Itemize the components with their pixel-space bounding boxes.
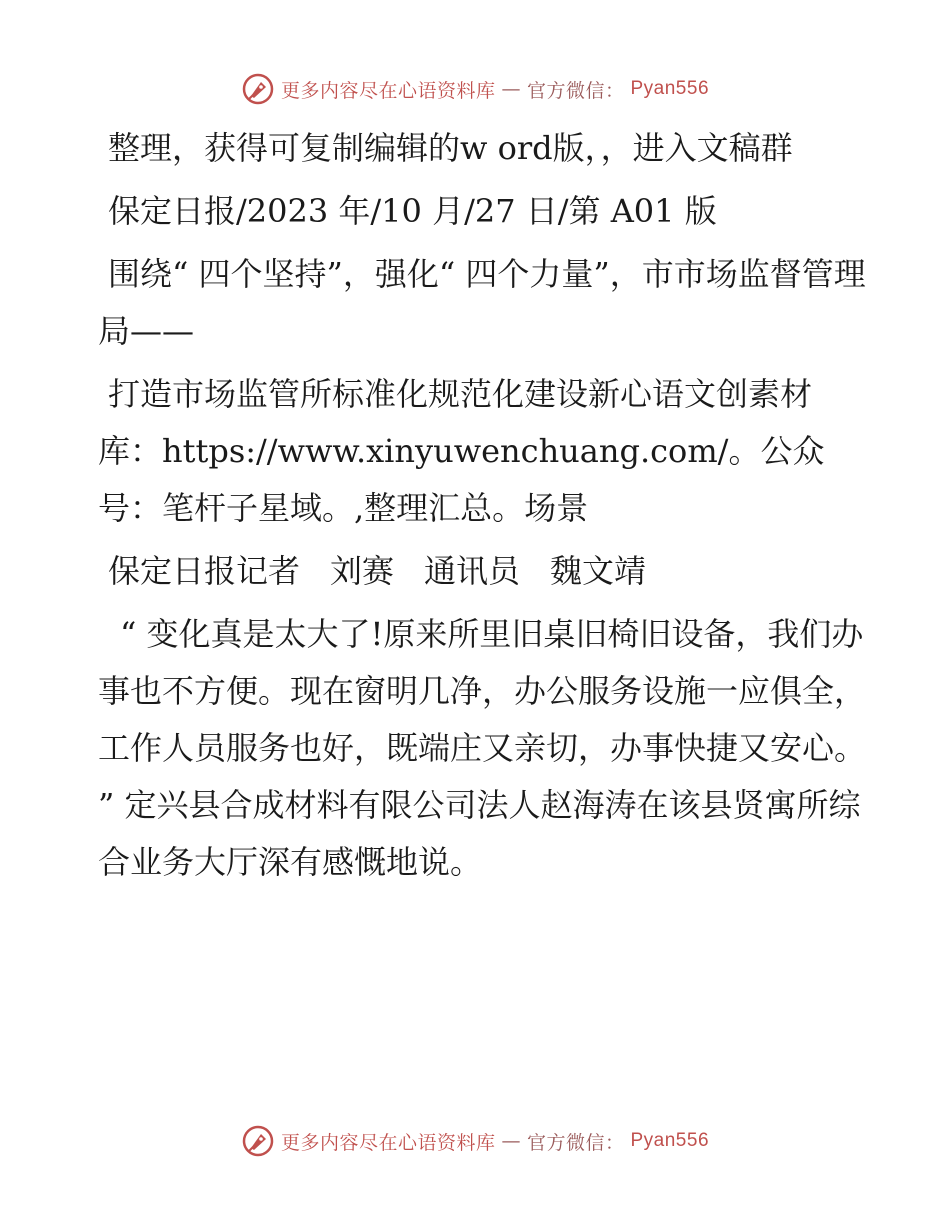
- document-body: [98, 120, 868, 897]
- pen-nib-logo-icon: [241, 1124, 275, 1158]
- watermark-account: Pyan556: [630, 78, 710, 99]
- watermark-site-text: 更多内容尽在心语资料库: [280, 1131, 496, 1154]
- correspondent-name: 魏文靖: [550, 552, 647, 590]
- footer-watermark: [0, 1124, 950, 1158]
- watermark-official-label: 官方微信：: [526, 1131, 625, 1154]
- watermark-dash: —: [501, 1130, 521, 1152]
- watermark-dash: —: [501, 78, 521, 100]
- headline-lead: 围绕“ 四个坚持”，强化“ 四个力量”，市市场监督管理局——: [98, 255, 866, 350]
- intro-paragraph: 整理，获得可复制编辑的w ord版，，进入文稿群: [108, 129, 793, 167]
- watermark-site-text: 更多内容尽在心语资料库: [280, 79, 496, 102]
- source-line: 保定日报/2023 年/10 月/27 日/第 A01 版: [108, 192, 717, 230]
- quote-paragraph: “ 变化真是太大了!原来所里旧桌旧椅旧设备，我们办事也不方便。现在窗明几净，办公服务设施一应俱全，工作人员服务也好，既端庄又亲切，办事快捷又安心。 ” 定兴县合成材料有限公司法人赵海涛在该县贤寓所综合业务大厅深有感慨地说。: [98, 615, 867, 881]
- watermark-account: Pyan556: [630, 1130, 710, 1151]
- watermark-official-label: 官方微信：: [526, 79, 625, 102]
- header-watermark: [0, 72, 950, 106]
- correspondent-label: 通讯员: [424, 552, 521, 590]
- pen-nib-logo-icon: [241, 72, 275, 106]
- reporter-label: 保定日报记者: [108, 552, 301, 590]
- byline: [98, 543, 868, 600]
- headline-main: 打造市场监管所标准化规范化建设新心语文创素材库：https://www.xinyuwenchuang.com/。公众号：笔杆子星域。,整理汇总。场景: [98, 375, 825, 527]
- reporter-name: 刘赛: [330, 552, 395, 590]
